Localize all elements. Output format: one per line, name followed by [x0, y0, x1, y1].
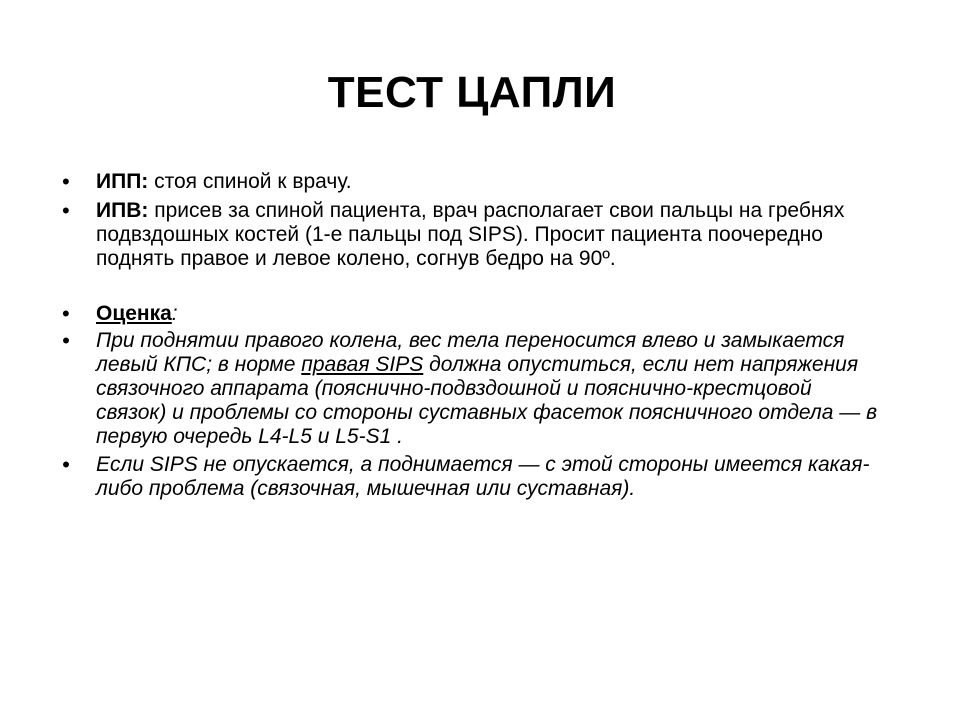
assessment-label: Оценка [96, 302, 172, 325]
ipp-text: стоя спиной к врачу. [148, 170, 352, 193]
right-knee-text-1: При поднятии правого колена, вес тела переносится влево и замыкается левый КПС; в норме [96, 329, 845, 376]
sips-rises-text: Если SIPS не опускается, а поднимается — с этой стороны имеется какая-либо проблема (связочная, мышечная или суставная). [96, 453, 870, 500]
bullet-item-right-knee [62, 329, 882, 449]
bullet-icon: • [62, 169, 70, 194]
bullet-icon: • [62, 452, 70, 477]
bullet-item-ipp [62, 170, 882, 194]
bullet-item-ipv [62, 199, 882, 271]
ipv-text: присев за спиной пациента, врач располагает свои пальцы на гребнях подвздошных костей (1-е пальцы под SIPS). Просит пациента поочередно поднять правое и левое колено, согнув бедро на 90º. [96, 199, 845, 270]
ipv-label: ИПВ: [96, 199, 149, 222]
slide-title: ТЕСТ ЦАПЛИ [327, 68, 617, 117]
bullet-list [62, 170, 882, 501]
bullet-item-sips-rises [62, 453, 882, 501]
bullet-icon: • [62, 328, 70, 353]
right-sips-underlined: правая SIPS [301, 353, 424, 376]
bullet-icon: • [62, 198, 70, 223]
assessment-colon: : [171, 302, 178, 325]
ipp-label: ИПП: [96, 170, 149, 193]
bullet-item-assessment [62, 302, 882, 326]
bullet-icon: • [62, 301, 70, 326]
right-knee-text-2: должна опуститься, если нет напряжения связочного аппарата (пояснично-подвздошной и пояснично-крестцовой связок) и проблемы со стороны суставных фасеток поясничного отдела — в первую очередь L4-L5 и L5-S1 . [96, 353, 878, 448]
